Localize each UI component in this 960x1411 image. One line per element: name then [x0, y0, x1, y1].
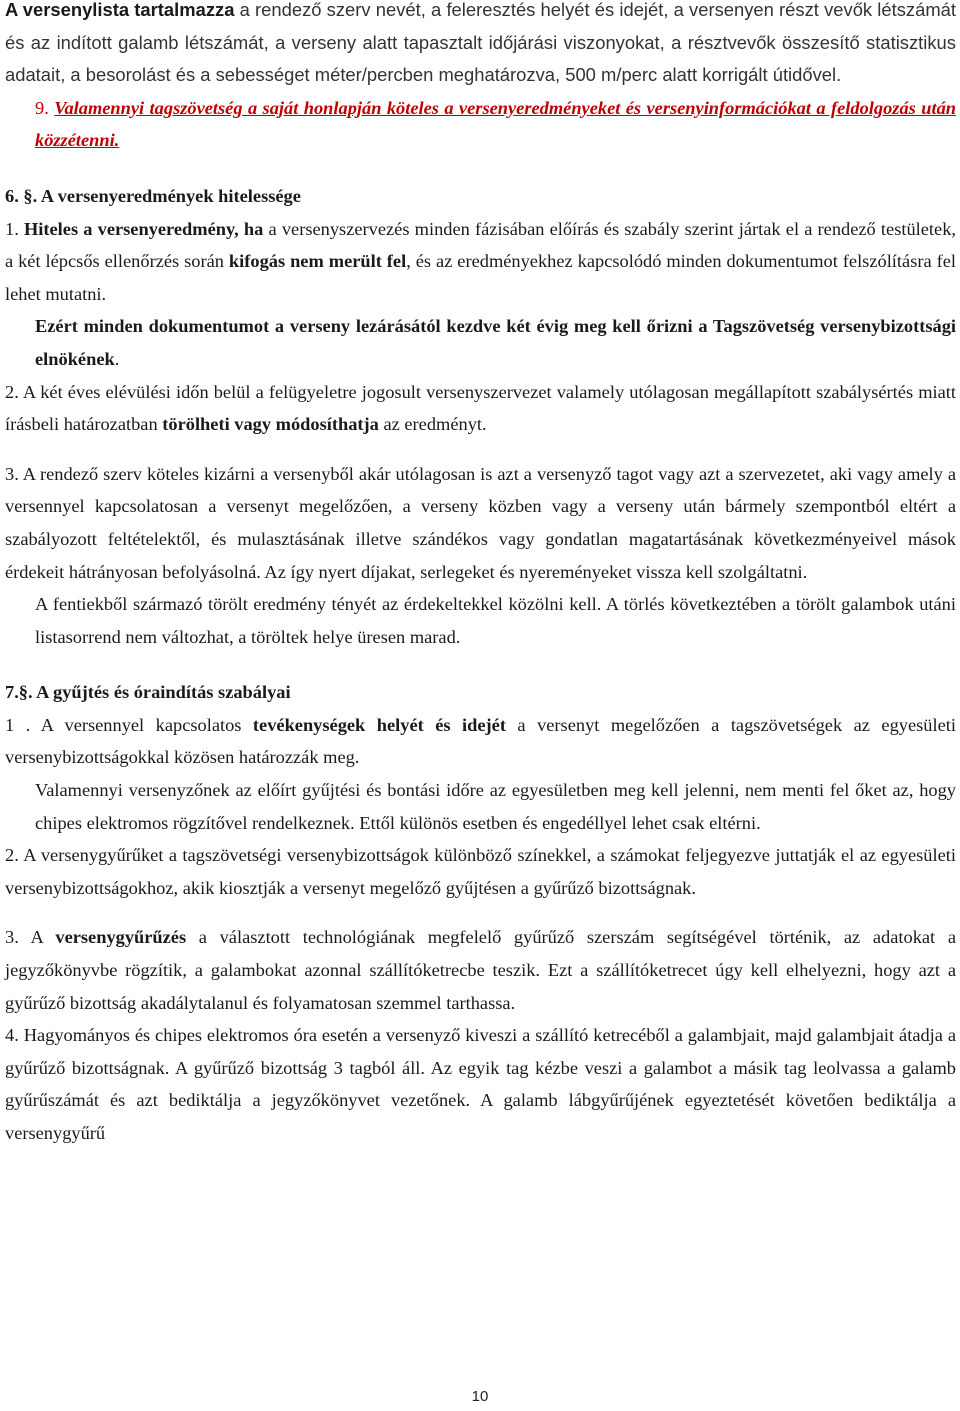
section-6-paragraph-3b: A fentiekből származó törölt eredmény tényét az érdekeltekkel közölni kell. A törlés következtében a törölt galambok utáni listasorrend nem változhat, a töröltek helye üresen marad. [35, 594, 956, 647]
section-7-paragraph-3: 3. A versenygyűrűzés a választott technológiának megfelelő gyűrűző szerszám segítségével történik, az adatokat a jegyzőkönyvbe rögzítik, a galambokat azonnal szállítóketrecbe teszik. Ezt a szállítóketrecet úgy kell elhelyezni, hogy azt a gyűrűző bizottság akadálytalanul és folyamatosan szemmel tarthassa. [5, 927, 956, 1013]
document-page [5, 0, 956, 1150]
section-6-paragraph-2: 2. A két éves elévülési időn belül a felügyeletre jogosult versenyszervezet valamely utólagosan megállapított szabálysértés miatt írásbeli határozatban törölheti vagy módosíthatja az eredményt. [5, 381, 956, 435]
spacer [5, 904, 956, 921]
spacer [5, 157, 956, 180]
section-6-paragraph-1b: Ezért minden dokumentumot a verseny lezárásától kezdve két évig meg kell őrizni a Tagszövetség versenybizottsági elnökének. [35, 316, 956, 369]
section-7-paragraph-1: 1 . A versennyel kapcsolatos tevékenységek helyét és idejét a versenyt megelőzően a tagszövetségek az egyesületi versenybizottságokkal közösen határozzák meg. [5, 714, 956, 768]
spacer [5, 441, 956, 458]
page-number: 10 [471, 1388, 489, 1405]
point-9-text: Valamennyi tagszövetség a saját honlapján köteles a versenyeredményeket és versenyinformációkat a feldolgozás után közzétenni. [35, 97, 956, 151]
section-7-paragraph-2: 2. A versenygyűrűket a tagszövetségi versenybizottságok különböző színekkel, a számokat feljegyezve juttatják el az egyesületi versenybizottságokhoz, akik kiosztják a versenyt megelőző gyűjtésen a gyűrűző bizottságnak. [5, 845, 956, 898]
section-7-heading: 7.§. A gyűjtés és óraindítás szabályai [5, 682, 291, 703]
section-6-paragraph-1: 1. Hiteles a versenyeredmény, ha a versenyszervezés minden fázisában előírás és szabály szerint jártak el a rendező testületek, a két lépcsős ellenőrzés során kifogás nem merült fel, és az eredményekhez kapcsolódó minden dokumentumot felszólításra fel lehet mutatni. [5, 218, 956, 304]
section-6-paragraph-3: 3. A rendező szerv köteles kizárni a versenyből akár utólagosan is azt a versenyző tagot vagy azt a szervezetet, aki vagy amely a versennyel kapcsolatosan a versenyt megelőzően, a verseny közben vagy a verseny után bármely szempontból eltért a szabályozott feltételektől, és mulasztásának illetve szándékos vagy gondatlan magatartásának következményeivel mások érdekeit hátrányosan befolyásolná. Az így nyert díjakat, serlegeket és nyereményeket vissza kell szolgáltatni. [5, 463, 956, 582]
intro-text: a rendező szerv nevét, a feleresztés helyét és idejét, a versenyen részt vevők létszámát és az indított galamb létszámát, a verseny alatt tapasztalt időjárási viszonyokat, a résztvevők összesítő statisztikus adatait, a besorolást és a sebességet méter/percben meghatározva, 500 m/perc alatt korrigált útidővel. [5, 0, 956, 86]
intro-paragraph [5, 0, 956, 92]
point-9 [5, 92, 956, 157]
section-7-paragraph-1b: Valamennyi versenyzőnek az előírt gyűjtési és bontási időre az egyesületben meg kell jelenni, nem menti fel őket az, hogy chipes elektromos rögzítővel rendelkeznek. Ettől különös esetben és engedéllyel lehet csak eltérni. [35, 780, 956, 833]
section-7-paragraph-4: 4. Hagyományos és chipes elektromos óra esetén a versenyző kiveszi a szállító ketrecéből a galambjait, majd galambjait átadja a gyűrűző bizottságnak. A gyűrűző bizottság 3 tagból áll. Az egyik tag kézbe veszi a galambot a másik tag leolvassa a galamb gyűrűszámát és azt bediktálja a jegyzőkönyvet vezetőnek. A galamb lábgyűrűjének egyeztetését követően bediktálja a versenygyűrű [5, 1025, 956, 1143]
point-9-number: 9. [35, 97, 55, 118]
section-6-heading: 6. §. A versenyeredmények hitelessége [5, 185, 301, 206]
intro-bold-lead: A versenylista tartalmazza [5, 0, 235, 20]
spacer [5, 653, 956, 676]
